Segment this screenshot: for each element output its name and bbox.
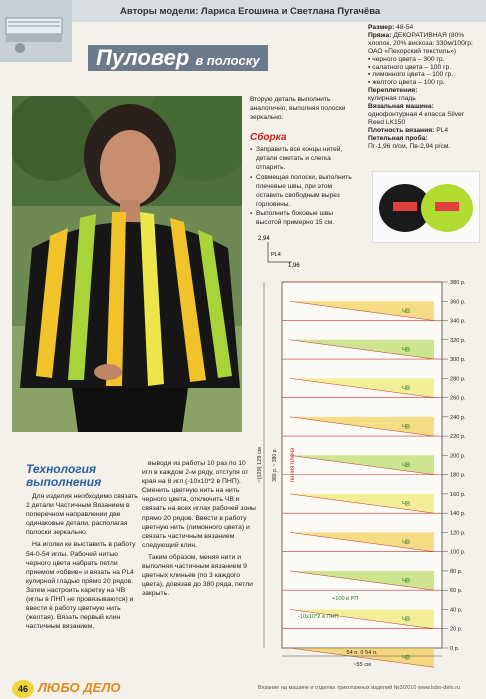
spec-value: ▪ желтого цвета – 100 гр. xyxy=(368,79,445,87)
row-label: 280 р. xyxy=(450,376,466,383)
spec-value: ▪ салатного цвета – 100 гр. xyxy=(368,63,452,71)
spec-value: PL4 xyxy=(436,126,449,134)
stripe-label: ЧВ xyxy=(402,308,411,315)
list-item: ▪ Совмещая полоски, выполнить плечевые швы, при этом оставить свободным вырез горловины. xyxy=(250,174,360,210)
row-label: 40 р. xyxy=(450,607,463,614)
spec-line xyxy=(368,24,480,32)
corner-logo xyxy=(0,0,72,62)
tech-title xyxy=(26,463,101,488)
spec-line xyxy=(368,79,480,87)
gauge-left: PL4 xyxy=(271,252,281,258)
height-label: ~(129) 129 см xyxy=(257,447,263,483)
stripe-label: ЧВ xyxy=(402,617,411,624)
spec-value: Пг-1,96 п/см, Пв-2,94 р/см. xyxy=(368,142,451,150)
row-label: 340 р. xyxy=(450,318,466,325)
tech-column-1 xyxy=(26,492,138,634)
tech-title-line: выполнения xyxy=(26,474,102,489)
spec-label: Вязальная машина: xyxy=(368,103,434,111)
row-label: 120 р. xyxy=(450,530,466,537)
spec-line xyxy=(368,135,480,143)
row-label: 180 р. xyxy=(450,472,466,479)
row-label: 100 р. xyxy=(450,549,466,556)
gauge-top: 2,94 xyxy=(258,236,270,242)
spec-label: Плотность вязания: xyxy=(368,126,437,134)
spec-value: ▪ лимонного цвета – 100 гр. xyxy=(368,71,454,79)
shoulder-label: линия плеча xyxy=(290,447,296,483)
gauge-sketch xyxy=(258,234,308,268)
row-label: 140 р. xyxy=(450,511,466,518)
brand-logo: ЛЮБО ДЕЛО xyxy=(38,680,121,695)
stripe-label: ЧВ xyxy=(402,578,411,585)
spec-label: Пряжа: xyxy=(368,31,394,39)
row-label: 360 р. xyxy=(450,299,466,306)
spec-value: ▪ черного цвета – 300 гр. xyxy=(368,55,445,63)
model-photo xyxy=(12,96,242,432)
authors-line: Авторы модели: Лариса Егошина и Светлана Пугачёва xyxy=(120,6,381,17)
assembly-column xyxy=(250,96,360,229)
pattern-diagram xyxy=(252,272,480,678)
spec-value: кулирная гладь xyxy=(368,95,416,103)
knitting-machine-icon xyxy=(0,0,72,62)
page-title xyxy=(88,45,268,71)
spec-line xyxy=(368,71,480,79)
row-label: 20 р. xyxy=(450,626,463,633)
row-label: 160 р. xyxy=(450,491,466,498)
width-label: ~55 см xyxy=(353,662,371,668)
spec-line xyxy=(368,32,480,56)
spec-line xyxy=(368,56,480,64)
spec-line xyxy=(368,127,480,135)
spec-line xyxy=(368,64,480,72)
paragraph: Для изделия необходимо связать 2 детали Частичным Вязанием в поперечном направлении две одинаковые детали, располагая полоски зеркально. xyxy=(26,493,138,537)
rp-label: +100 в РП xyxy=(332,596,359,602)
row-label: 200 р. xyxy=(450,453,466,460)
spec-line xyxy=(368,143,480,151)
spec-value: 48-54 xyxy=(396,24,414,31)
row-label: 60 р. xyxy=(450,588,463,595)
title-sub: в полоску xyxy=(195,53,260,68)
paragraph: выводя из работы 10 раз по 10 игл в каждом 2-м ряду, отступя от края на 8 игл (-10х10*2 в ПНП). Сменить цветную нить на нить черного цвета, отключить ЧВ и связать на всех иглах рабочей зоны прямо 20 рядов. Ввести в работу цветную нить (лимонного цвета) и связать частичным вязанием следующий клин. xyxy=(142,460,256,549)
spec-line xyxy=(368,103,480,111)
stripe-label: ЧВ xyxy=(402,385,411,392)
spec-line xyxy=(368,111,480,127)
spec-label: Размер: xyxy=(368,24,397,31)
stripe-label: ЧВ xyxy=(402,347,411,354)
spec-label: Переплетения: xyxy=(368,87,418,95)
row-label: 320 р. xyxy=(450,337,466,344)
assembly-title: Сборка xyxy=(250,131,287,143)
row-label: 0 р. xyxy=(450,646,460,652)
gauge-right: 1,96 xyxy=(288,263,300,268)
row-label: 80 р. xyxy=(450,568,463,575)
bottom-label: 54 п. 0 54 п. xyxy=(346,650,378,656)
assembly-list xyxy=(250,146,360,228)
intro-text: Вторую деталь выполнить аналогично, выполняя полоски зеркально. xyxy=(250,96,346,121)
stripe-label: ЧВ xyxy=(402,539,411,546)
stripe-label: ЧВ xyxy=(402,655,411,662)
paragraph: Таким образом, меняя нити и выполняя частичным вязанием 9 цветных клиньев (по 3 каждого цвета), довязав до 380 ряда, петли закрыть. xyxy=(142,553,253,598)
stripe-label: ЧВ xyxy=(402,424,411,431)
stripe-label: ЧВ xyxy=(402,462,411,469)
row-label: 300 р. xyxy=(450,357,466,364)
tech-column-2 xyxy=(142,459,256,601)
spec-line xyxy=(368,95,480,103)
yarn-photo xyxy=(372,171,480,243)
spec-value: ДЕКОРАТИВНАЯ (80% хлопок, 20% вискоза; 330м/100гр; ОАО «Пехорский текстиль») xyxy=(368,31,473,55)
paragraph: На иголки ке выставить в работу 54-0-54 иглы. Рабочей нитью черного цвета набрать петли приемом «обвив» и вязать на PL4 кулирной гладью прямо 20 рядов. Затем настроить каретку на ЧВ (иглы в ПНП не провязываются) и ввести в работу цветную нить (желтая). Вязать первый клин частичным вязанием, xyxy=(26,541,136,631)
height-rows-label: 380 р. ~ 380 р. xyxy=(272,448,278,482)
spec-value: однофонтурная 4 класса Silver Reed LK150 xyxy=(368,110,465,126)
row-label: 220 р. xyxy=(450,434,466,441)
spec-line xyxy=(368,87,480,95)
stripe-label: ЧВ xyxy=(402,501,411,508)
title-main: Пуловер xyxy=(96,45,190,70)
row-label: 240 р. xyxy=(450,414,466,421)
list-item: ▪ Заправить все концы нитей, детали сметать и слегка отпарить. xyxy=(250,146,360,173)
tech-title-line: Технология xyxy=(26,462,97,476)
footer-text: Вязание на машине и отделка трикотажных изделий №3/2010 www.lubo-delo.ru xyxy=(258,685,461,691)
pnp-label: -10х10*2 в ПНП xyxy=(298,614,339,620)
spec-block xyxy=(368,24,480,151)
row-label: 260 р. xyxy=(450,395,466,402)
list-item: ▪ Выполнить боковые швы высотой примерно 15 см. xyxy=(250,210,360,228)
page-number: 46 xyxy=(12,680,34,698)
row-label: 380 р. xyxy=(450,280,466,286)
spec-label: Петельная проба: xyxy=(368,134,428,142)
